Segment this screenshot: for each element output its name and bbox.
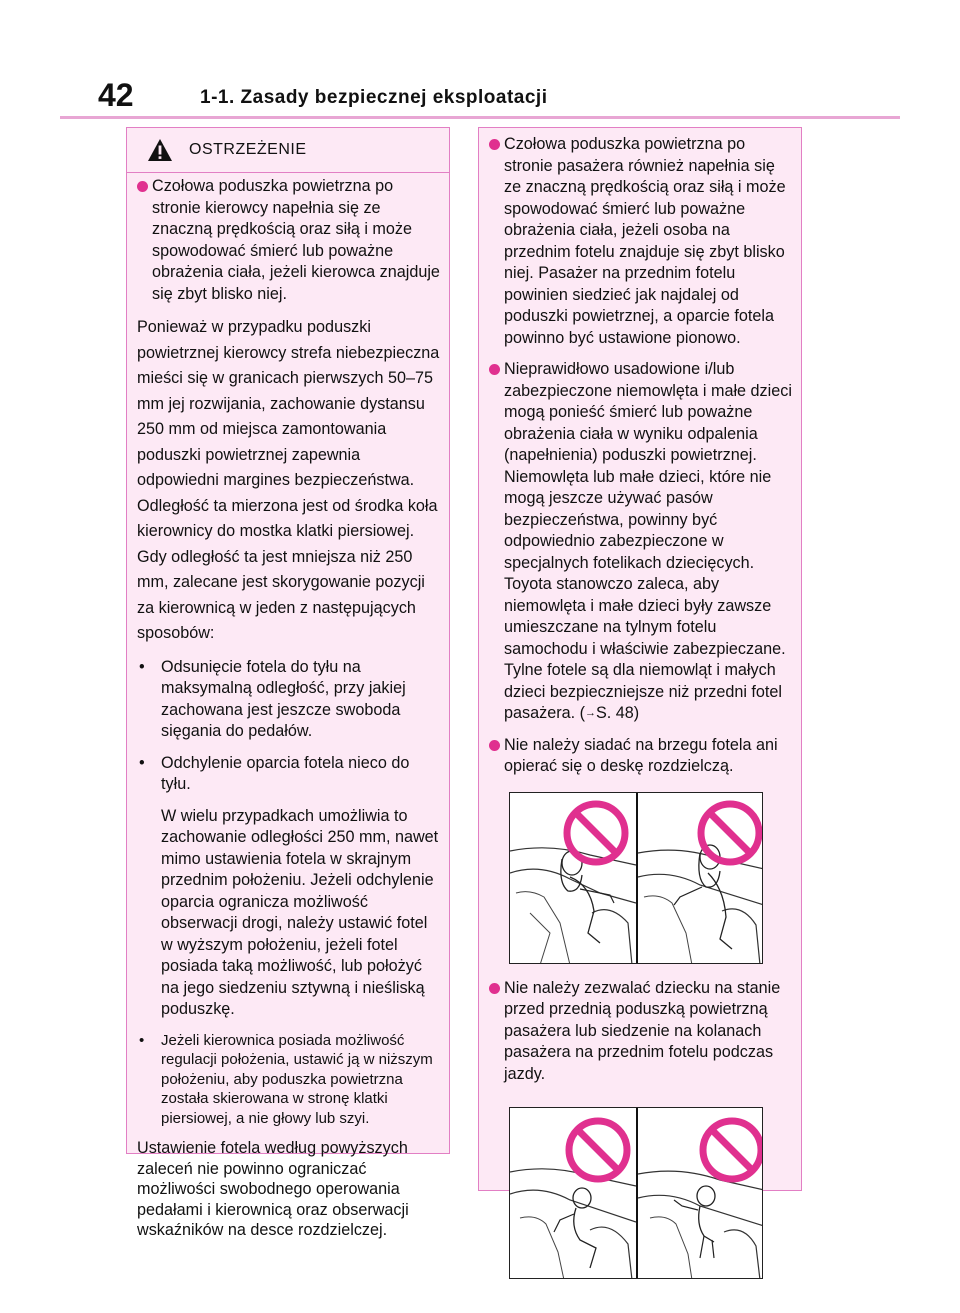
- warning-box-left: [126, 127, 450, 1239]
- paragraph: Ponieważ w przypadku poduszki powietrznej kierowcy strefa niebezpieczna mieści się w granicach pierwszych 50–75 mm jej rozwijania, zachowanie dystansu 250 mm od miejsca zamontowania poduszki powietrznej zapewnia odpowiedni margines bezpieczeństwa. Odległość ta mierzona jest od środka koła kierownicy do mostka klatki piersiowej. Gdy odległość ta jest mniejsza niż 250 mm, zalecane jest skorygowanie pozycji za kierownicą w jeden z następujących sposobów:: [137, 318, 440, 642]
- warning-bar: [127, 128, 449, 173]
- bullet-char: •: [139, 753, 145, 772]
- page-number: 42: [98, 77, 134, 113]
- illustration-child-in-front: [509, 1107, 763, 1279]
- sub-bullet-text: Odsunięcie fotela do tyłu na maksymalną odległość, przy jakiej zachowana jest jeszcze swoboda sięgania do pedałów.: [161, 657, 406, 740]
- header-rule: [60, 116, 900, 119]
- page-header: [0, 0, 960, 120]
- paragraph: Ustawienie fotela według powyższych zaleceń nie powinno ograniczać możliwości swobodnego operowania pedałami i kierownicą oraz obserwacji wskaźników na desce rozdzielczej.: [137, 1139, 409, 1239]
- arrow-right-icon: →: [584, 707, 596, 719]
- sub-bullet: [137, 1031, 441, 1129]
- list-item: [489, 359, 793, 725]
- item-text: Nie należy siadać na brzegu fotela ani opierać się o deskę rozdzielczą.: [504, 735, 778, 775]
- bullet-dot-icon: [489, 139, 500, 150]
- item-text: Nieprawidłowo usadowione i/lub zabezpieczone niemowlęta i małe dzieci mogą ponieść śmierć lub poważne obrażenia ciała w wyniku odpalenia (napełnienia) poduszki powietrznej. Niemowlęta lub małe dzieci, które nie mogą jeszcze używać pasów bezpieczeństwa, powinny być odpowiednio zabezpieczone w specjalnych fotelikach dziecięcych. Toyota stanowczo zaleca, aby niemowlęta i małe dzieci były zawsze umieszczane na tylnym fotelu samochodu i właściwie zabezpieczane. Tylne fotele są dla niemowląt i małych dzieci bezpieczniejsze niż przedni fotel pasażera. (: [504, 360, 792, 722]
- bullet-char: •: [139, 657, 145, 676]
- prohibition-sign-icon: [701, 804, 759, 862]
- sub-bullet: [137, 657, 441, 743]
- sub-bullet-text: Odchylenie oparcia fotela nieco do tyłu.: [161, 753, 410, 793]
- section-title: 1-1. Zasady bezpiecznej eksploatacji: [200, 87, 548, 108]
- bullet-dot-icon: [489, 983, 500, 994]
- warning-box-right: [478, 127, 802, 1191]
- sub-bullet-note: W wielu przypadkach umożliwia to zachowanie odległości 250 mm, nawet mimo ustawienia fotela w skrajnym przednim położeniu. Jeżeli odchylenie oparcia ogranicza możliwość obserwacji drogi, należy ustawić fotel w wyższym położeniu, jeżeli fotel posiada taką możliwość, lub położyć na jego siedzeniu sztywną i nieśliską poduszkę.: [161, 806, 439, 1018]
- bullet-char: •: [139, 1031, 145, 1049]
- illustration-leaning-on-dashboard: [509, 792, 763, 964]
- list-item: [137, 176, 441, 305]
- bullet-dot-icon: [489, 364, 500, 375]
- item-text: Czołowa poduszka powietrzna po stronie pasażera również napełnia się ze znaczną prędkością oraz siłą i może spowodować śmierć lub poważne obrażenia ciała, jeżeli osoba na przednim fotelu znajduje się zbyt blisko niej. Pasażer na przednim fotelu powinien siedzieć jak najdalej od poduszki powietrznej, a oparcie fotela powinno być ustawione pionowo.: [504, 135, 786, 347]
- illustration-drawing: [510, 793, 763, 964]
- page-reference: S. 48): [595, 704, 640, 722]
- list-item: [489, 735, 793, 778]
- left-column-content: [137, 176, 441, 1241]
- prohibition-sign-icon: [703, 1121, 761, 1179]
- warning-title: OSTRZEŻENIE: [189, 141, 307, 158]
- item-text: Nie należy zezwalać dziecku na stanie przed przednią poduszką powietrzną pasażera lub siedzenie na kolanach pasażera na przednim fotelu podczas jazdy.: [504, 978, 781, 1083]
- list-item: [489, 978, 793, 1086]
- prohibition-sign-icon: [567, 804, 625, 862]
- item-text: Czołowa poduszka powietrzna po stronie kierowcy napełnia się ze znaczną prędkością oraz siłą i może spowodować śmierć lub poważne obrażenia ciała, jeżeli kierowca znajduje się zbyt blisko niej.: [152, 177, 440, 303]
- sub-bullet-text: Jeżeli kierownica posiada możliwość regulacji położenia, ustawić ją w niższym położeniu, aby poduszka powietrzna została skierowana w stronę klatki piersiowej, a nie głowy lub szyi.: [161, 1031, 433, 1127]
- prohibition-sign-icon: [569, 1121, 627, 1179]
- bullet-dot-icon: [489, 740, 500, 751]
- list-item: [489, 134, 793, 349]
- illustration-drawing: [510, 1108, 763, 1279]
- warning-triangle-icon: [147, 138, 173, 162]
- bullet-dot-icon: [137, 181, 148, 192]
- right-column-content: [489, 134, 793, 1293]
- sub-bullet: [137, 753, 441, 796]
